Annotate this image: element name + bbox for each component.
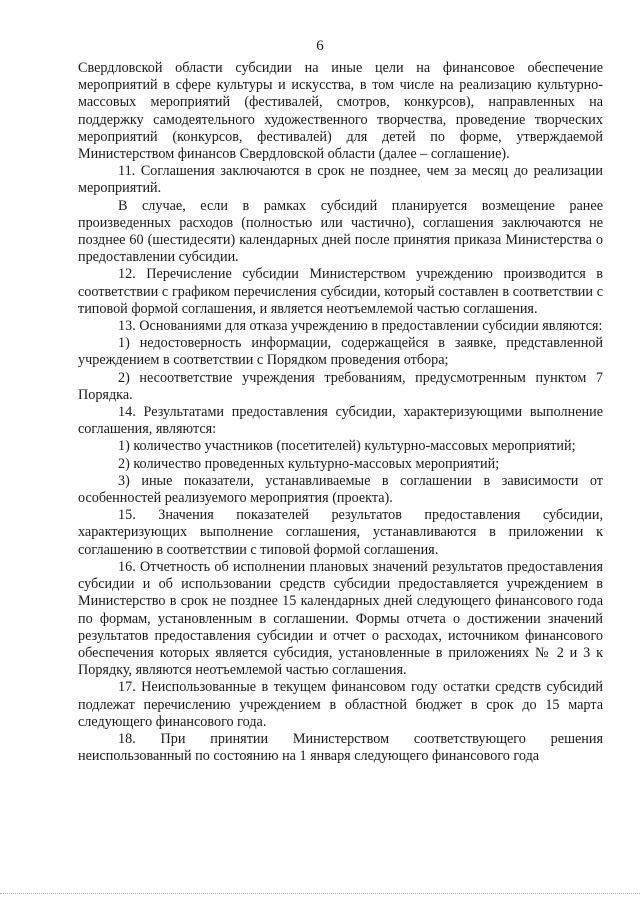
paragraph: 11. Соглашения заключаются в срок не позднее, чем за месяц до реализации мероприятий. [78, 163, 603, 197]
paragraph: 16. Отчетность об исполнении плановых значений результатов предоставления субсидии и об использовании средств субсидии предоставляется учреждением в Министерство в срок не позднее 15 календарных дней следующего финансового года по формам, установленным в соглашении. Формы отчета о достижении значений результатов предоставления субсидии и отчет о расходах, источником финансового обеспечения которых является субсидия, установленные в приложениях № 2 и 3 к Порядку, являются неотъемлемой частью соглашения. [78, 558, 603, 679]
bottom-divider [0, 893, 640, 894]
paragraph: 3) иные показатели, устанавливаемые в соглашении в зависимости от особенностей реализуемого мероприятия (проекта). [78, 472, 603, 507]
paragraph: 15. Значения показателей результатов предоставления субсидии, характеризующих выполнение соглашения, устанавливаются в приложении к соглашению в соответствии с типовой формой соглашения. [78, 507, 603, 558]
paragraph: 2) количество проведенных культурно-массовых мероприятий; [118, 455, 500, 472]
paragraph: 18. При принятии Министерством соответствующего решения неиспользованный по состоянию на 1 января следующего финансового года [78, 730, 603, 765]
paragraph: 2) несоответствие учреждения требованиям, предусмотренным пунктом 7 Порядка. [78, 369, 603, 403]
document-body [78, 60, 603, 765]
paragraph: 13. Основаниями для отказа учреждению в предоставлении субсидии являются: [118, 318, 603, 335]
paragraph: Свердловской области субсидии на иные цели на финансовое обеспечение мероприятий в сфере культуры и искусства, в том числе на реализацию культурно-массовых мероприятий (фестивалей, смотров, конкурсов), направленных на поддержку самодеятельного художественного творчества, проведение творческих мероприятий (конкурсов, фестивалей) для детей по форме, утверждаемой Министерством финансов Свердловской области (далее – соглашение). [78, 60, 603, 163]
paragraph: В случае, если в рамках субсидий планируется возмещение ранее произведенных расходов (полностью или частично), соглашения заключаются не позднее 60 (шестидесяти) календарных дней после принятия приказа Министерства о предоставлении субсидии. [78, 197, 603, 266]
paragraph: 1) количество участников (посетителей) культурно-массовых мероприятий; [118, 438, 576, 455]
paragraph: 17. Неиспользованные в текущем финансовом году остатки средств субсидий подлежат перечислению учреждением в областной бюджет в срок до 15 марта следующего финансового года. [78, 679, 603, 730]
paragraph: 12. Перечисление субсидии Министерством учреждению производится в соответствии с графиком перечисления субсидии, который составлен в соответствии с типовой формой соглашения, и является неотъемлемой частью соглашения. [78, 266, 603, 317]
page-number: 6 [316, 38, 324, 54]
paragraph: 1) недостоверность информации, содержащейся в заявке, представленной учреждением в соответствии с Порядком проведения отбора; [78, 335, 603, 369]
paragraph: 14. Результатами предоставления субсидии, характеризующими выполнение соглашения, являются: [78, 404, 603, 438]
